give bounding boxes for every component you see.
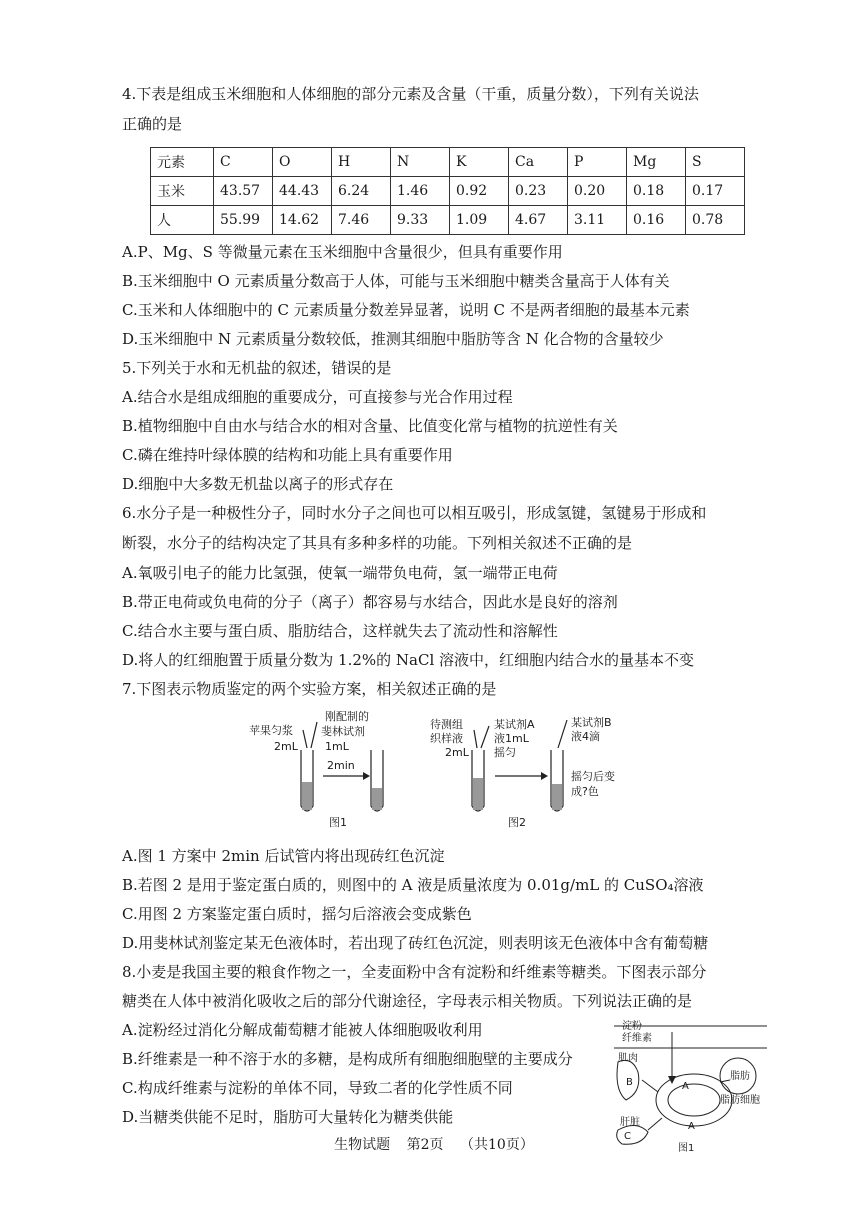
table-cell: K	[450, 148, 509, 177]
reagent-b-label-1: 某试剂B	[571, 716, 612, 729]
cellulose-label: 纤维素	[622, 1033, 652, 1044]
table-cell: 0.17	[686, 177, 745, 206]
table-cell: 0.78	[686, 206, 745, 235]
q8-option-a: A.淀粉经过消化分解成葡萄糖才能被人体细胞吸收利用	[122, 1021, 483, 1039]
muscle-label: 肌肉	[618, 1053, 638, 1064]
table-row	[151, 206, 745, 235]
footer-subject: 生物试题	[334, 1137, 391, 1153]
q4-option-c: C.玉米和人体细胞中的 C 元素质量分数差异显著，说明 C 不是两者细胞的最基本元素	[122, 301, 690, 319]
figure-caption: 图1	[678, 1143, 695, 1154]
table-cell: 0.20	[568, 177, 627, 206]
q6-option-c: C.结合水主要与蛋白质、脂肪结合，这样就失去了流动性和溶解性	[122, 622, 558, 640]
q4-option-a: A.P、Mg、S 等微量元素在玉米细胞中含量很少，但具有重要作用	[122, 243, 563, 261]
label-b: B	[626, 1077, 633, 1088]
apple-label: 苹果匀浆	[249, 724, 293, 737]
fehling-label-1: 刚配制的	[325, 710, 369, 723]
q8-stem-line1: 8.小麦是我国主要的粮食作物之一，全麦面粉中含有淀粉和纤维素等糖类。下图表示部分	[122, 963, 707, 981]
table-cell: Ca	[509, 148, 568, 177]
table-cell: 0.16	[627, 206, 686, 235]
page-footer	[0, 1134, 868, 1154]
sample-label-2: 织样液	[430, 732, 463, 745]
table-cell: 0.18	[627, 177, 686, 206]
table-cell: 14.62	[273, 206, 332, 235]
table-cell: 1.09	[450, 206, 509, 235]
q4-option-d: D.玉米细胞中 N 元素质量分数较低，推测其细胞中脂肪等含 N 化合物的含量较少	[122, 330, 664, 348]
liver-label: 肝脏	[620, 1117, 640, 1128]
experiment-figure	[245, 708, 635, 833]
q4-option-b: B.玉米细胞中 O 元素质量分数高于人体，可能与玉米细胞中糖类含量高于人体有关	[122, 272, 670, 290]
q5-option-c: C.磷在维持叶绿体膜的结构和功能上具有重要作用	[122, 446, 453, 464]
table-cell: 44.43	[273, 177, 332, 206]
table-row	[151, 177, 745, 206]
starch-label: 淀粉	[622, 1021, 642, 1032]
fig1-label: 图1	[329, 816, 347, 829]
table-header-row	[151, 148, 745, 177]
q5-option-b: B.植物细胞中自由水与结合水的相对含量、比值变化常与植物的抗逆性有关	[122, 417, 618, 435]
q7-option-b: B.若图 2 是用于鉴定蛋白质的，则图中的 A 液是质量浓度为 0.01g/mL 的 CuSO₄溶液	[122, 876, 704, 894]
q6-option-b: B.带正电荷或负电荷的分子（离子）都容易与水结合，因此水是良好的溶剂	[122, 593, 618, 611]
apple-volume: 2mL	[274, 740, 298, 753]
label-a1: A	[682, 1081, 689, 1092]
sample-volume: 2mL	[445, 746, 469, 759]
q4-stem-line2: 正确的是	[122, 115, 183, 133]
reagent-a-label-3: 摇匀	[494, 746, 516, 759]
table-cell: 玉米	[151, 177, 214, 206]
q8-option-b: B.纤维素是一种不溶于水的多糖，是构成所有细胞细胞壁的主要成分	[122, 1050, 573, 1068]
table-cell: 元素	[151, 148, 214, 177]
table-cell: P	[568, 148, 627, 177]
table-cell: H	[332, 148, 391, 177]
q6-stem-line2: 断裂，水分子的结构决定了其具有多种多样的功能。下列相关叙述不正确的是	[122, 534, 633, 552]
sample-label-1: 待测组	[430, 718, 463, 731]
reagent-a-label-2: 液1mL	[494, 732, 529, 745]
q4-stem-line1: 4.下表是组成玉米细胞和人体细胞的部分元素及含量（干重，质量分数），下列有关说法	[122, 85, 699, 103]
q5-option-d: D.细胞中大多数无机盐以离子的形式存在	[122, 475, 394, 493]
table-cell: S	[686, 148, 745, 177]
table-cell: 1.46	[391, 177, 450, 206]
time-label: 2min	[327, 759, 355, 772]
table-cell: 6.24	[332, 177, 391, 206]
q8-option-d: D.当糖类供能不足时，脂肪可大量转化为糖类供能	[122, 1108, 454, 1126]
q6-option-a: A.氧吸引电子的能力比氢强，使氧一端带负电荷，氢一端带正电荷	[122, 564, 558, 582]
table-cell: 人	[151, 206, 214, 235]
footer-page-number: 第2页	[406, 1137, 444, 1153]
reagent-a-label-1: 某试剂A	[494, 718, 535, 731]
table-cell: N	[391, 148, 450, 177]
reagent-b-label-2: 液4滴	[571, 730, 600, 743]
table-cell: 7.46	[332, 206, 391, 235]
result-label-2: 成?色	[571, 785, 599, 798]
q8-option-c: C.构成纤维素与淀粉的单体不同，导致二者的化学性质不同	[122, 1079, 513, 1097]
table-cell: 43.57	[214, 177, 273, 206]
label-c: C	[624, 1131, 631, 1142]
table-cell: 0.92	[450, 177, 509, 206]
table-cell: 0.23	[509, 177, 568, 206]
q5-option-a: A.结合水是组成细胞的重要成分，可直接参与光合作用过程	[122, 388, 513, 406]
q5-stem: 5.下列关于水和无机盐的叙述，错误的是	[122, 359, 392, 377]
table-cell: 3.11	[568, 206, 627, 235]
q7-option-c: C.用图 2 方案鉴定蛋白质时，摇匀后溶液会变成紫色	[122, 905, 472, 923]
adipocyte-label: 脂肪细胞	[720, 1095, 760, 1106]
fig2-label: 图2	[508, 816, 526, 829]
q7-stem: 7.下图表示物质鉴定的两个实验方案，相关叙述正确的是	[122, 680, 497, 698]
fehling-label-2: 斐林试剂	[321, 725, 365, 738]
table-cell: 9.33	[391, 206, 450, 235]
q7-option-a: A.图 1 方案中 2min 后试管内将出现砖红色沉淀	[122, 847, 445, 865]
result-label-1: 摇匀后变	[571, 770, 615, 783]
q6-stem-line1: 6.水分子是一种极性分子，同时水分子之间也可以相互吸引，形成氢键，氢键易于形成和	[122, 504, 707, 522]
q7-option-d: D.用斐林试剂鉴定某无色液体时，若出现了砖红色沉淀，则表明该无色液体中含有葡萄糖	[122, 934, 709, 952]
table-cell: 4.67	[509, 206, 568, 235]
table-cell: C	[214, 148, 273, 177]
q6-option-d: D.将人的红细胞置于质量分数为 1.2%的 NaCl 溶液中，红细胞内结合水的量基本不变	[122, 651, 695, 669]
table-cell: Mg	[627, 148, 686, 177]
footer-total-pages: （共10页）	[460, 1137, 534, 1153]
element-content-table	[150, 147, 745, 235]
table-cell: 55.99	[214, 206, 273, 235]
fat-label: 脂肪	[730, 1071, 750, 1082]
table-cell: O	[273, 148, 332, 177]
label-a2: A	[688, 1121, 695, 1132]
fehling-volume: 1mL	[325, 740, 349, 753]
q8-stem-line2: 糖类在人体中被消化吸收之后的部分代谢途径，字母表示相关物质。下列说法正确的是	[122, 992, 693, 1010]
